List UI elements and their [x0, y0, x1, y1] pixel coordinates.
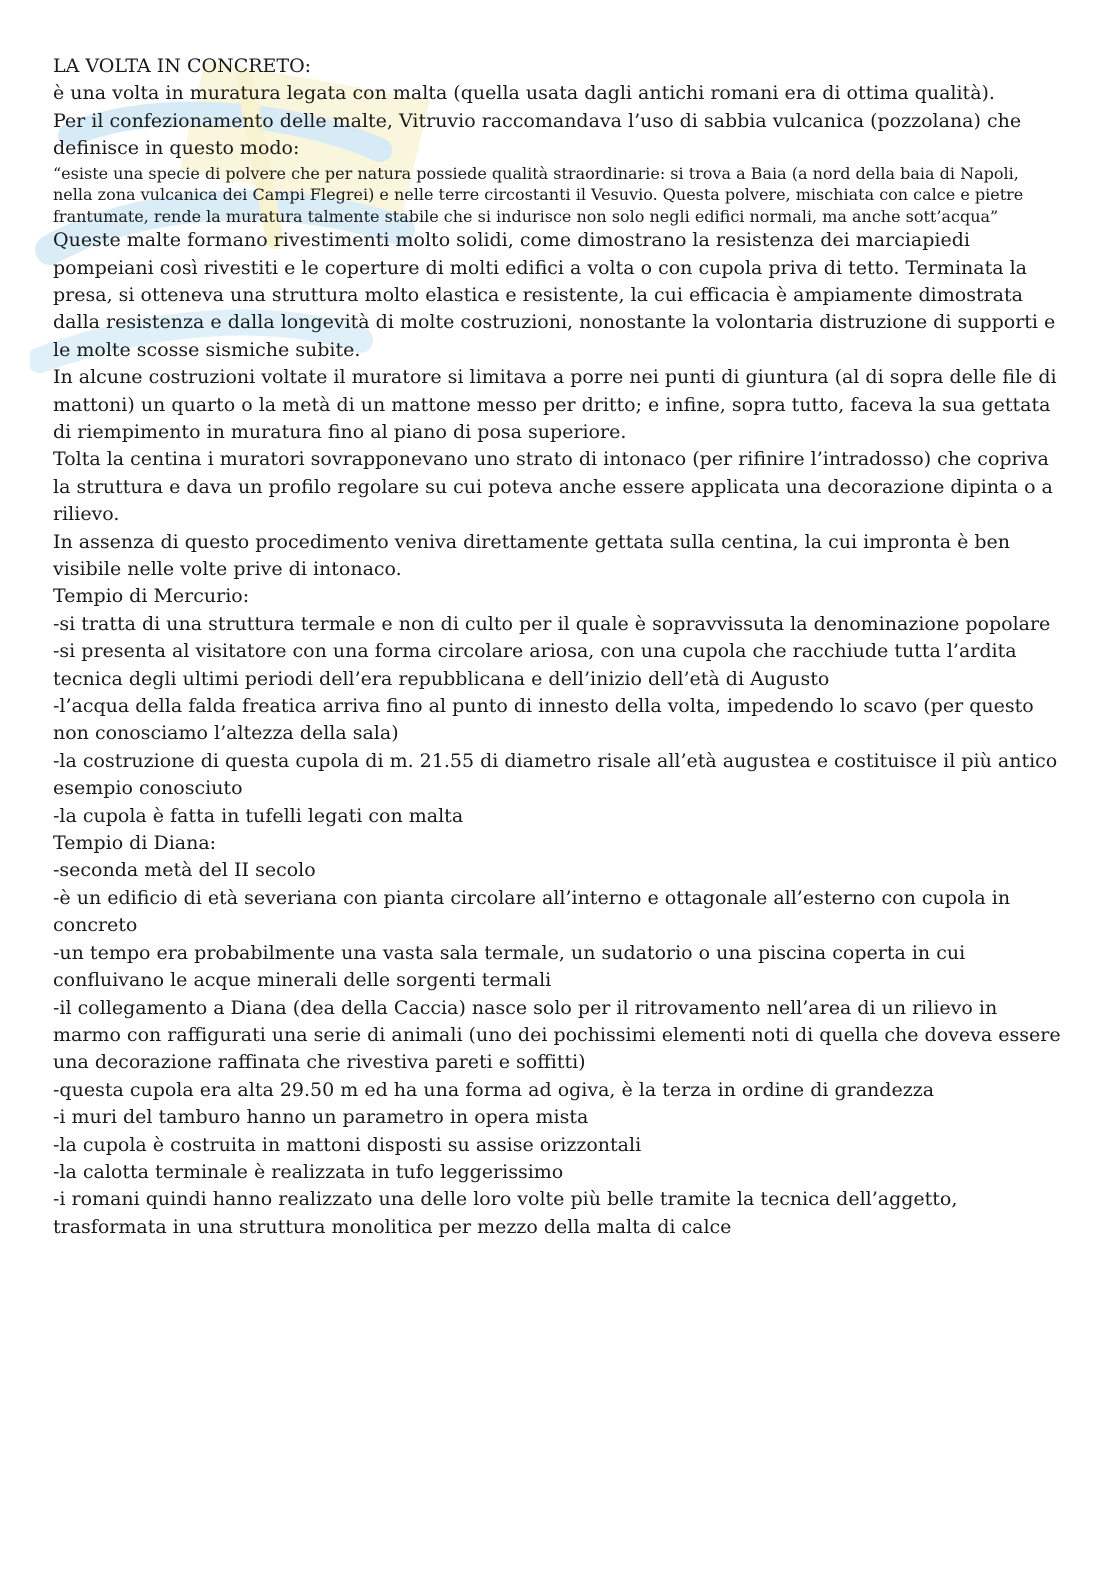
list-item: -è un edificio di età severiana con pianta circolare all’interno e ottagonale all’esterno con cupola in concreto [53, 886, 1011, 937]
body-paragraph-4: In assenza di questo procedimento veniva direttamente gettata sulla centina, la cui impronta è ben visibile nelle volte prive di intonaco. [53, 530, 1011, 580]
list-item: -si tratta di una struttura termale e non di culto per il quale è sopravvissuta la denominazione popolare [53, 612, 1051, 635]
list-item: -la calotta terminale è realizzata in tufo leggerissimo [53, 1160, 564, 1183]
document-title: LA VOLTA IN CONCRETO: [53, 55, 312, 77]
list-item: -seconda metà del II secolo [53, 859, 316, 882]
list-item: -l’acqua della falda freatica arriva fino al punto di innesto della volta, impedendo lo scavo (per questo non conosciamo l’altezza della sala) [53, 695, 1034, 745]
intro-paragraph-1: è una volta in muratura legata con malta (quella usata dagli antichi romani era di ottima qualità). [53, 82, 995, 105]
list-item: -la costruzione di questa cupola di m. 21.55 di diametro risale all’età augustea e costituisce il più antico esempio conosciuto [53, 749, 1058, 800]
list-item: -la cupola è fatta in tufelli legati con malta [53, 804, 464, 827]
list-item: -si presenta al visitatore con una forma circolare ariosa, con una cupola che racchiude tutta l’ardita tecnica degli ultimi periodi dell’era repubblicana e dell’inizio dell’età di Augusto [53, 640, 1017, 690]
section-heading-diana: Tempio di Diana: [53, 832, 217, 855]
section-heading-mercurio: Tempio di Mercurio: [53, 585, 250, 608]
list-item: -il collegamento a Diana (dea della Caccia) nasce solo per il ritrovamento nell’area di un rilievo in marmo con raffigurati una serie di animali (uno dei pochissimi elementi noti di quella che doveva essere una decorazione raffinata che rivestiva pareti e soffitti) [53, 996, 1061, 1074]
document-body [53, 53, 1063, 1241]
list-item: -i muri del tamburo hanno un parametro in opera mista [53, 1106, 589, 1129]
body-paragraph-3: Tolta la centina i muratori sovrapponevano uno strato di intonaco (per rifinire l’intradosso) che copriva la struttura e dava un profilo regolare su cui poteva anche essere applicata una decorazione dipinta o a rilievo. [53, 448, 1053, 526]
vitruvio-quote: “esiste una specie di polvere che per natura possiede qualità straordinarie: si trova a Baia (a nord della baia di Napoli, nella zona vulcanica dei Campi Flegrei) e nelle terre circostanti il Vesuvio. Questa polvere, mischiata con calce e pietre frantumate, rende la muratura talmente stabile che si indurisce non solo negli edifici normali, ma anche sott’acqua” [53, 163, 1024, 226]
body-paragraph-1: Queste malte formano rivestimenti molto solidi, come dimostrano la resistenza dei marciapiedi pompeiani così rivestiti e le coperture di molti edifici a volta o con cupola priva di tetto. Terminata la presa, si otteneva una struttura molto elastica e resistente, la cui efficacia è ampiamente dimostrata dalla resistenza e dalla longevità di molte costruzioni, nonostante la volontaria distruzione di supporti e le molte scosse sismiche subite. [53, 229, 1056, 361]
list-item: -i romani quindi hanno realizzato una delle loro volte più belle tramite la tecnica dell’aggetto, trasformata in una struttura monolitica per mezzo della malta di calce [53, 1188, 958, 1238]
list-item: -questa cupola era alta 29.50 m ed ha una forma ad ogiva, è la terza in ordine di grandezza [53, 1078, 935, 1101]
intro-paragraph-2: Per il confezionamento delle malte, Vitruvio raccomandava l’uso di sabbia vulcanica (pozzolana) che definisce in questo modo: [53, 109, 1022, 160]
list-item: -un tempo era probabilmente una vasta sala termale, un sudatorio o una piscina coperta in cui confluivano le acque minerali delle sorgenti termali [53, 941, 966, 992]
list-item: -la cupola è costruita in mattoni disposti su assise orizzontali [53, 1133, 642, 1156]
body-paragraph-2: In alcune costruzioni voltate il muratore si limitava a porre nei punti di giuntura (al di sopra delle file di mattoni) un quarto o la metà di un mattone messo per dritto; e infine, sopra tutto, faceva la sua gettata di riempimento in muratura fino al piano di posa superiore. [53, 366, 1057, 443]
